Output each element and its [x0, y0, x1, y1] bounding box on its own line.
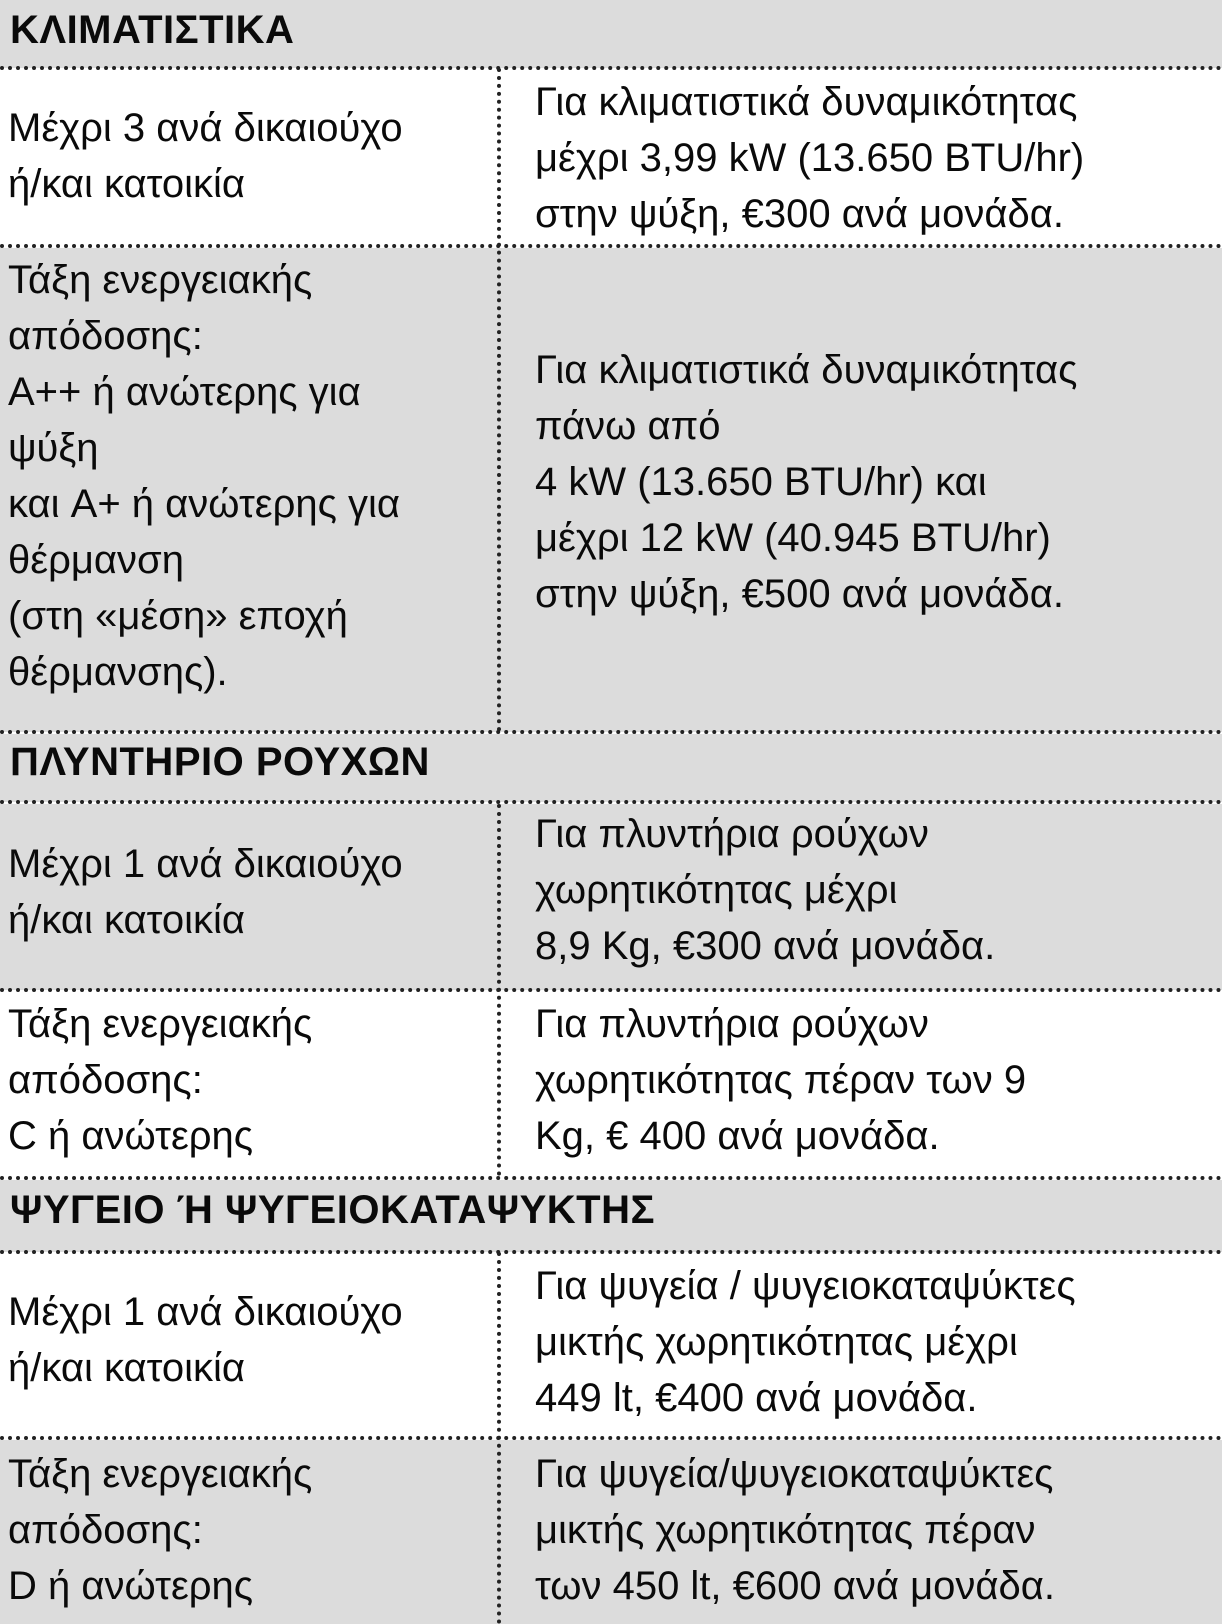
- section-title: ΨΥΓΕΙΟ Ή ΨΥΓΕΙΟΚΑΤΑΨΥΚΤΗΣ: [10, 1188, 655, 1232]
- section-header-refrigerators: [0, 1180, 1222, 1252]
- table-row: [0, 1440, 1222, 1624]
- table-row: [0, 804, 1222, 990]
- column-divider: [497, 804, 501, 1176]
- column-divider: [497, 1252, 501, 1624]
- section-header-washing-machines: [0, 734, 1222, 802]
- table-row: [0, 1254, 1222, 1436]
- row-condition: Τάξη ενεργειακής απόδοσης: A++ ή ανώτερης για ψύξη και A+ ή ανώτερης για θέρμανση (στη «μέση» εποχή θέρμανσης).: [8, 258, 400, 694]
- row-subsidy: Για πλυντήρια ρούχων χωρητικότητας πέραν των 9 Kg, € 400 ανά μονάδα.: [535, 1002, 1027, 1158]
- row-condition: Μέχρι 1 ανά δικαιούχο ή/και κατοικία: [8, 1290, 403, 1390]
- row-subsidy: Για ψυγεία/ψυγειοκαταψύκτες μικτής χωρητικότητας πέραν των 450 lt, €600 ανά μονάδα.: [535, 1452, 1056, 1608]
- row-subsidy: Για ψυγεία / ψυγειοκαταψύκτες μικτής χωρητικότητας μέχρι 449 lt, €400 ανά μονάδα.: [535, 1264, 1076, 1420]
- column-divider: [497, 68, 501, 732]
- section-header-air-conditioners: [0, 0, 1222, 68]
- section-title: ΠΛΥΝΤΗΡΙΟ ΡΟΥΧΩΝ: [10, 740, 430, 784]
- row-condition: Τάξη ενεργειακής απόδοσης: D ή ανώτερης: [8, 1452, 313, 1608]
- row-subsidy: Για πλυντήρια ρούχων χωρητικότητας μέχρι 8,9 Kg, €300 ανά μονάδα.: [535, 812, 996, 968]
- row-condition: Μέχρι 1 ανά δικαιούχο ή/και κατοικία: [8, 842, 403, 942]
- row-condition: Μέχρι 3 ανά δικαιούχο ή/και κατοικία: [8, 106, 403, 206]
- table-row: [0, 248, 1222, 732]
- table-row: [0, 992, 1222, 1176]
- section-title: ΚΛΙΜΑΤΙΣΤΙΚΑ: [10, 8, 295, 52]
- row-subsidy: Για κλιματιστικά δυναμικότητας πάνω από 4 kW (13.650 BTU/hr) και μέχρι 12 kW (40.945 BTU/hr) στην ψύξη, €500 ανά μονάδα.: [535, 348, 1078, 616]
- row-condition: Τάξη ενεργειακής απόδοσης: C ή ανώτερης: [8, 1002, 313, 1158]
- row-subsidy: Για κλιματιστικά δυναμικότητας μέχρι 3,99 kW (13.650 BTU/hr) στην ψύξη, €300 ανά μονάδα.: [535, 80, 1085, 236]
- table-row: [0, 70, 1222, 246]
